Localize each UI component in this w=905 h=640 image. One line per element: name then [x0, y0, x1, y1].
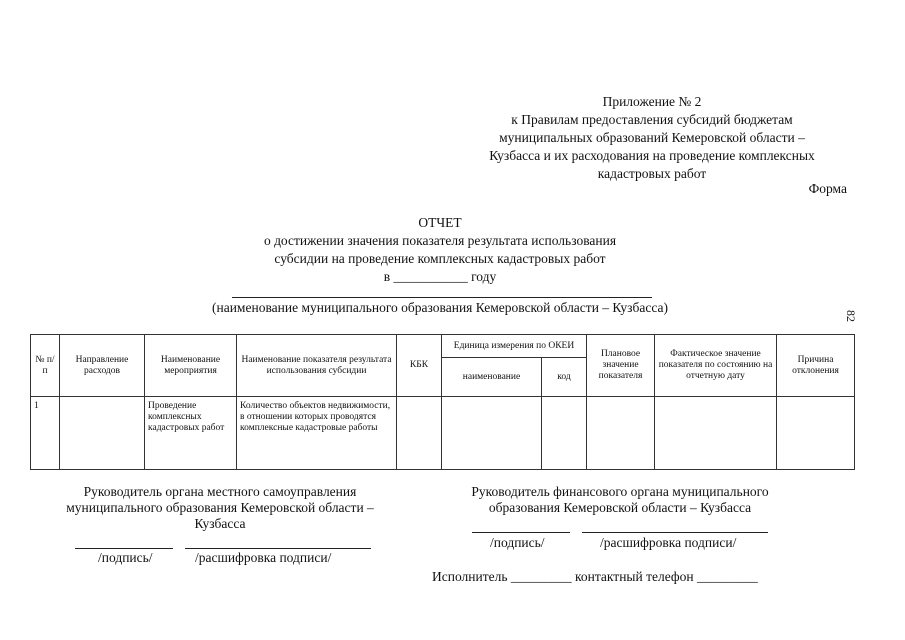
- header-unit: Единица измерения по ОКЕИ: [442, 335, 587, 358]
- cell-planned: [587, 397, 655, 470]
- signature-title-line: образования Кемеровской области – Кузбасса: [488, 500, 752, 515]
- municipality-caption: (наименование муниципального образования Кемеровской области – Кузбасса): [212, 300, 668, 315]
- appendix-line: муниципальных образований Кемеровской области –: [499, 130, 805, 145]
- right-signature-title: [440, 484, 800, 516]
- header-indicator: Наименование показателя результата использования субсидии: [237, 335, 397, 397]
- appendix-title: Приложение № 2: [602, 94, 702, 109]
- appendix-line: Кузбасса и их расходования на проведение комплексных: [489, 148, 815, 163]
- left-signature-title: [40, 484, 400, 532]
- cell-actual: [655, 397, 777, 470]
- left-signature-caption: /подпись/: [98, 550, 153, 565]
- report-subtitle-line: о достижении значения показателя результата использования: [263, 233, 617, 248]
- report-heading: [150, 214, 730, 286]
- cell-indicator: Количество объектов недвижимости, в отношении которых проводятся комплексные кадастровые работы: [237, 397, 397, 470]
- header-planned: Плановое значение показателя: [587, 335, 655, 397]
- form-label: Форма: [808, 181, 847, 196]
- header-num: № п/п: [31, 335, 60, 397]
- cell-reason: [777, 397, 855, 470]
- right-decoding-line: [582, 532, 768, 533]
- left-decoding-caption: /расшифровка подписи/: [195, 550, 332, 565]
- signature-title-line: Кузбасса: [194, 516, 246, 531]
- left-decoding-line: [185, 548, 371, 549]
- cell-activity: Проведение комплексных кадастровых работ: [145, 397, 237, 470]
- report-year-line: в ___________ году: [383, 269, 497, 284]
- header-kbk: КБК: [397, 335, 442, 397]
- right-decoding-caption: /расшифровка подписи/: [600, 535, 737, 550]
- report-table: [30, 334, 855, 470]
- right-signature-caption: /подпись/: [490, 535, 545, 550]
- signature-title-line: Руководитель финансового органа муниципального: [471, 484, 769, 499]
- signature-title-line: муниципального образования Кемеровской области –: [66, 500, 374, 515]
- cell-unit-code: [542, 397, 587, 470]
- appendix-header: [457, 93, 847, 183]
- header-actual: Фактическое значение показателя по состоянию на отчетную дату: [655, 335, 777, 397]
- table-row: [31, 397, 855, 470]
- cell-kbk: [397, 397, 442, 470]
- appendix-line: к Правилам предоставления субсидий бюджетам: [511, 112, 793, 127]
- right-signature-line: [472, 532, 570, 533]
- cell-num: 1: [31, 397, 60, 470]
- executor-line: Исполнитель _________ контактный телефон _________: [432, 569, 758, 584]
- header-unit-code: код: [542, 358, 587, 397]
- cell-direction: [60, 397, 145, 470]
- signature-title-line: Руководитель органа местного самоуправления: [83, 484, 357, 499]
- municipality-blank-line: [232, 297, 652, 298]
- appendix-line: кадастровых работ: [597, 166, 707, 181]
- report-subtitle-line: субсидии на проведение комплексных кадастровых работ: [274, 251, 606, 266]
- header-activity: Наименование мероприятия: [145, 335, 237, 397]
- header-reason: Причина отклонения: [777, 335, 855, 397]
- report-title: ОТЧЕТ: [418, 215, 462, 230]
- page-number: 82: [844, 310, 858, 322]
- header-unit-name: наименование: [442, 358, 542, 397]
- cell-unit-name: [442, 397, 542, 470]
- left-signature-line: [75, 548, 173, 549]
- header-direction: Направление расходов: [60, 335, 145, 397]
